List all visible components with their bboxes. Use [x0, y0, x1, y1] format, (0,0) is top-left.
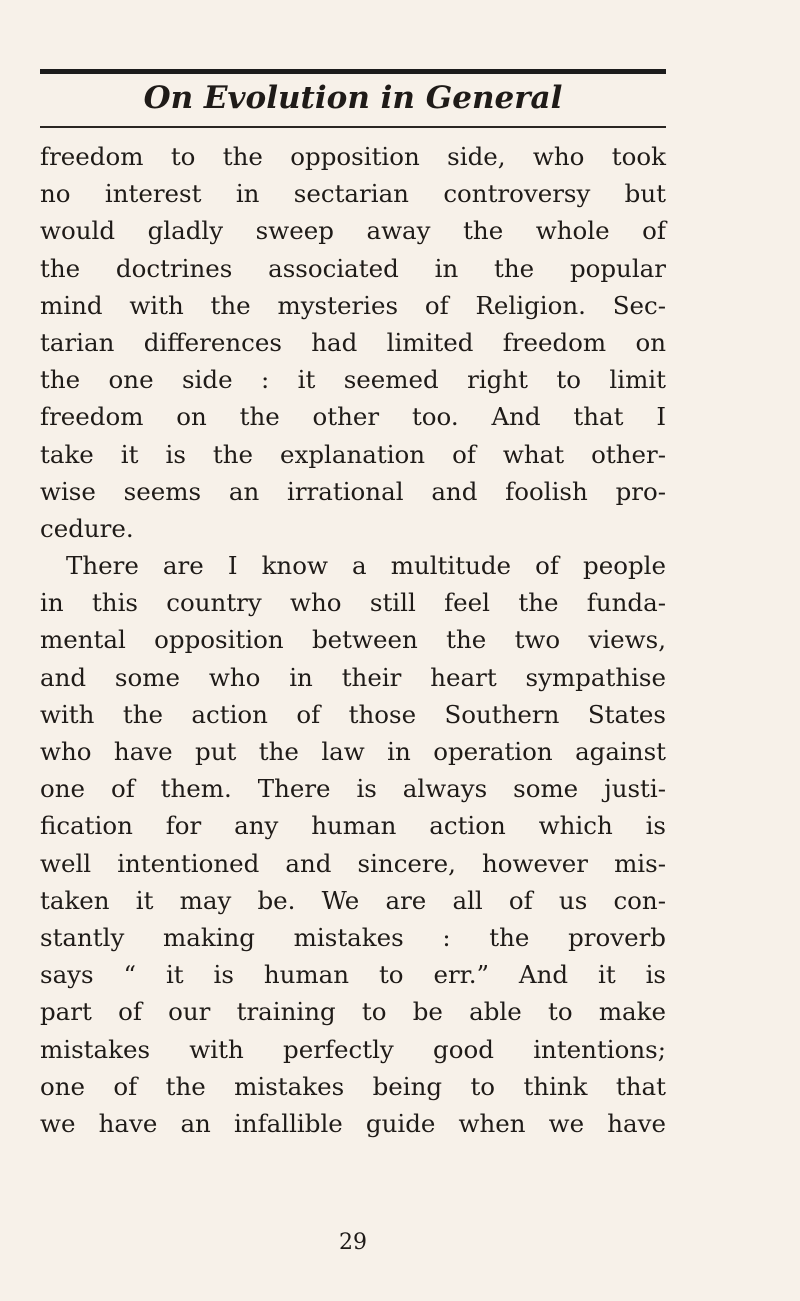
text-line: freedom to the opposition side, who took — [40, 142, 666, 171]
text-line: fication for any human action which is — [40, 811, 666, 841]
text-line: we have an infallible guide when we have — [40, 1108, 666, 1138]
text-line: no interest in sectarian controversy but — [40, 179, 666, 209]
text-line: and some who in their heart sympathise — [40, 662, 666, 692]
text-line: mistakes with perfectly good intentions; — [40, 1034, 666, 1064]
text-line: wise seems an irrational and foolish pro- — [40, 476, 666, 506]
text-line: who have put the law in operation against — [40, 737, 666, 766]
text-line: freedom on the other too. And that I — [40, 402, 666, 432]
header-rule-top — [40, 69, 666, 74]
body-text — [40, 138, 666, 1142]
text-line: part of our training to be able to make — [40, 997, 666, 1027]
text-line: the one side : it seemed right to limit — [40, 365, 666, 395]
text-line: taken it may be. We are all of us con- — [40, 885, 666, 915]
text-line: There are I know a multitude of people — [66, 551, 666, 581]
page-number: 29 — [339, 1230, 367, 1255]
text-line: tarian differences had limited freedom on — [40, 327, 666, 357]
text-line: says “ it is human to err.” And it is — [40, 960, 666, 990]
running-head: On Evolution in General — [143, 80, 563, 116]
text-line: well intentioned and sincere, however mis- — [40, 848, 666, 878]
text-line: the doctrines associated in the popular — [40, 253, 666, 283]
header-rule-bottom — [40, 126, 666, 128]
text-line: with the action of those Southern States — [40, 699, 666, 729]
text-line: take it is the explanation of what other- — [40, 439, 666, 469]
text-line: mental opposition between the two views, — [40, 625, 666, 655]
text-line: would gladly sweep away the whole of — [40, 216, 666, 246]
text-line: in this country who still feel the funda- — [40, 588, 666, 618]
text-line: one of them. There is always some justi- — [40, 774, 666, 804]
text-line: mind with the mysteries of Religion. Sec- — [40, 290, 666, 320]
text-line: cedure. — [40, 513, 134, 543]
text-line: one of the mistakes being to think that — [40, 1071, 666, 1101]
text-line: stantly making mistakes : the proverb — [40, 922, 666, 952]
